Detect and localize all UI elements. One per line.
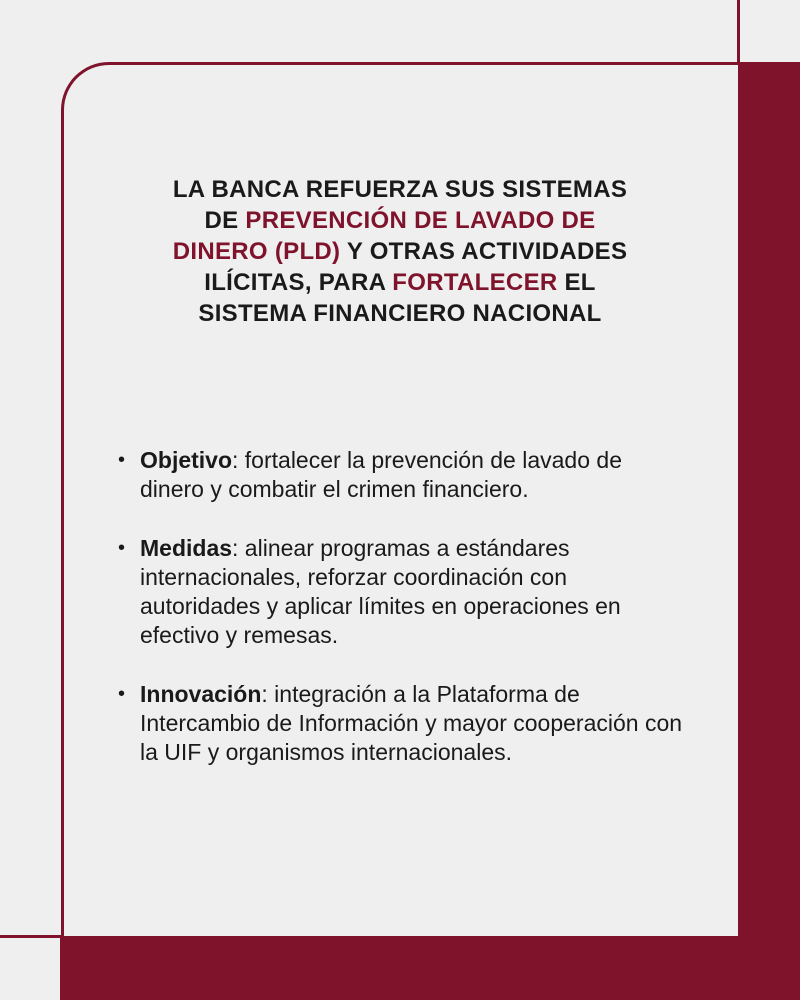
- maroon-side-panel: [738, 62, 800, 1000]
- headline-text: SISTEMA FINANCIERO NACIONAL: [198, 300, 602, 327]
- bullet-label: Objetivo: [140, 447, 233, 473]
- bullet-item-objetivo: [118, 446, 688, 505]
- bullet-item-innovacion: [118, 680, 688, 768]
- headline-line: [100, 236, 700, 267]
- headline-line: [100, 205, 700, 236]
- headline-text: LA BANCA REFUERZA SUS SISTEMAS: [172, 176, 628, 203]
- headline-text: DE: [204, 207, 246, 234]
- headline-line: [100, 174, 700, 205]
- bullet-text: : fortalecer la prevención de lavado de dinero y combatir el crimen financiero.: [140, 447, 622, 503]
- decorative-vertical-line: [737, 0, 740, 64]
- bullet-text: : integración a la Plataforma de Intercambio de Información y mayor cooperación con la UIF y organismos internacionales.: [140, 680, 683, 766]
- card-left-border-line: [61, 120, 64, 1000]
- headline-highlight: DINERO (PLD): [172, 238, 341, 265]
- bullet-label: Innovación: [140, 680, 262, 707]
- bullet-text: : alinear programas a estándares internacionales, reforzar coordinación con autoridades y aplicar límites en operaciones en efectivo y remesas.: [140, 534, 621, 649]
- maroon-bottom-panel: [60, 936, 800, 1000]
- headline-highlight: FORTALECER: [392, 269, 558, 296]
- headline-highlight: PREVENCIÓN DE LAVADO DE: [245, 207, 596, 234]
- headline-line: [100, 298, 700, 329]
- headline: [100, 174, 700, 329]
- bullet-label: Medidas: [140, 534, 233, 561]
- headline-line: [100, 267, 700, 298]
- headline-text: ILÍCITAS, PARA: [204, 269, 393, 296]
- decorative-horizontal-line: [0, 935, 62, 938]
- headline-text: Y OTRAS ACTIVIDADES: [340, 238, 628, 265]
- bullet-list: [118, 446, 688, 797]
- bullet-item-medidas: [118, 534, 688, 651]
- headline-text: EL: [557, 269, 596, 296]
